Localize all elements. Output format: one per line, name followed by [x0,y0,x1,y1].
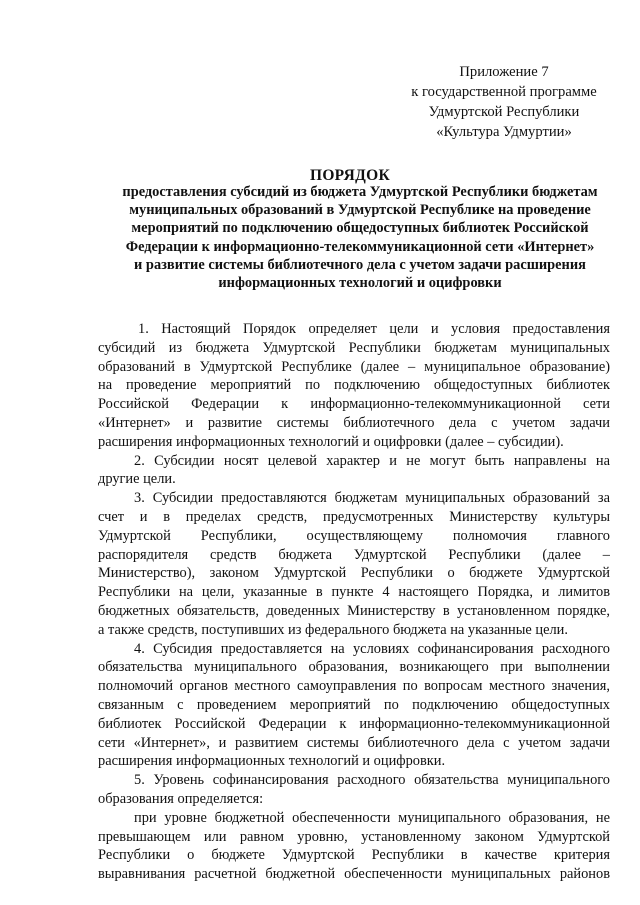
paragraph-1-line: 1. Настоящий Порядок определяет цели и условия предоставления [138,321,610,337]
document-title: ПОРЯДОК [309,167,391,184]
paragraph-6-line: выравнивания расчетной бюджетной обеспеченности муниципальных районов [98,866,610,883]
paragraph-3-line: Республики на цели, указанные в пункте 4 настоящего Порядка, и лимитов [98,584,610,601]
appendix-number: Приложение 7 [459,64,549,80]
paragraph-5-line: 5. Уровень софинансирования расходного обязательства муниципального [134,772,610,789]
subtitle-line: муниципальных образований в Удмуртской Республике на проведение [129,202,591,219]
appendix-program: к государственной программе [411,84,597,100]
paragraph-1-line: на проведение мероприятий по подключению общедоступных библиотек [98,377,610,394]
paragraph-4-line: обязательства муниципального образования, возникающего при выполнении [98,659,610,676]
document-body [98,320,610,884]
paragraph-1-line: Российской Федерации к информационно-телекоммуникационной сети [98,396,610,413]
paragraph-1-line: субсидий из бюджета Удмуртской Республики бюджетам муниципальных [98,339,610,356]
paragraph-6-line: Республики о бюджете Удмуртской Республики в качестве критерия [98,847,610,864]
subtitle-line: информационных технологий и оцифровки [218,275,502,292]
paragraph-1-line: образований в Удмуртской Республике (далее – муниципальное образование) [98,358,610,375]
appendix-header [400,62,608,142]
subtitle-line: и развитие системы библиотечного дела с учетом задачи расширения [134,256,586,273]
paragraph-2-line: 2. Субсидии носят целевой характер и не могут быть направлены на [134,452,610,469]
paragraph-6-line: превышающем или равном уровню, установленному законом Удмуртской [98,828,610,845]
paragraph-3-line: Министерство), законом Удмуртской Республики о бюджете Удмуртской [98,565,610,582]
paragraph-6-line: при уровне бюджетной обеспеченности муниципального образования, не [134,809,610,826]
paragraph-4-line: 4. Субсидия предоставляется на условиях софинансирования расходного [134,640,610,657]
appendix-program-name: «Культура Удмуртии» [436,124,572,140]
paragraph-4-line: библиотек Российской Федерации к информационно-телекоммуникационной [98,715,610,732]
paragraph-3-line: Удмуртской Республики, осуществляющему полномочия главного [98,527,610,544]
document-subtitle [80,183,640,292]
paragraph-4-line: сети «Интернет», и развитием системы библиотечного дела с учетом задачи [98,734,610,751]
paragraph-5-line: образования определяется: [98,790,264,807]
subtitle-line: предоставления субсидий из бюджета Удмуртской Республики бюджетам [122,184,598,200]
subtitle-line: Федерации к информационно-телекоммуникационной сети «Интернет» [125,238,595,255]
paragraph-1-line: расширения информационных технологий и оцифровки (далее – субсидии). [98,433,564,450]
paragraph-4-line: полномочий органов местного самоуправления по вопросам местного значения, [98,678,610,695]
paragraph-2-line: другие цели. [98,471,176,488]
paragraph-4-line: расширения информационных технологий и оцифровки. [98,753,446,770]
subtitle-line: мероприятий по подключению общедоступных библиотек Российской [131,220,589,237]
paragraph-3-line: счет и в пределах средств, предусмотренных Министерству культуры [98,508,610,525]
appendix-region: Удмуртской Республики [428,104,580,120]
paragraph-3-line: бюджетных обязательств, доведенных Министерству в установленном порядке, [98,602,610,619]
paragraph-3-line: 3. Субсидии предоставляются бюджетам муниципальных образований за [134,490,610,507]
paragraph-3-line: а также средств, поступивших из федерального бюджета на указанные цели. [98,621,568,638]
paragraph-1-line: «Интернет» и развитие системы библиотечного дела с учетом задачи [98,414,610,431]
paragraph-4-line: связанным с проведением мероприятий по подключению общедоступных [98,696,610,713]
paragraph-3-line: распорядителя средств бюджета Удмуртской Республики (далее – [98,546,610,563]
